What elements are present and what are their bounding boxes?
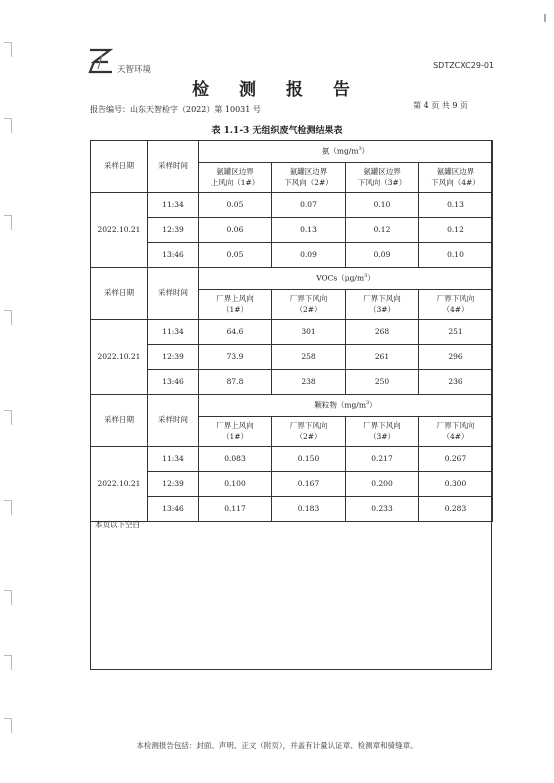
sampling-time-cell: 13:46 bbox=[148, 370, 199, 395]
value-cell: 0.083 bbox=[199, 447, 272, 472]
point-header bbox=[419, 163, 493, 193]
value-cell: 0.09 bbox=[346, 243, 419, 268]
binding-mark bbox=[4, 500, 12, 515]
point-header bbox=[199, 290, 272, 320]
point-label-line: 厂界下风向 bbox=[289, 420, 328, 430]
point-label-line: 氨罐区边界 bbox=[289, 166, 328, 176]
value-cell: 87.8 bbox=[199, 370, 272, 395]
value-cell: 0.09 bbox=[272, 243, 346, 268]
value-cell: 0.12 bbox=[419, 218, 493, 243]
point-label-line: （3#） bbox=[368, 431, 396, 441]
section-header-row bbox=[91, 268, 493, 290]
value-cell: 0.150 bbox=[272, 447, 346, 472]
value-cell: 0.200 bbox=[346, 472, 419, 497]
point-label-line: 厂界下风向 bbox=[363, 293, 401, 303]
point-label-line: （2#） bbox=[295, 431, 322, 441]
value-cell: 0.217 bbox=[346, 447, 419, 472]
value-cell: 0.12 bbox=[346, 218, 419, 243]
unit-superscript: 3 bbox=[364, 272, 368, 279]
table-row bbox=[91, 193, 493, 218]
date-header: 采样日期 bbox=[91, 141, 148, 193]
point-label-line: （4#） bbox=[442, 304, 469, 314]
value-cell: 64.6 bbox=[199, 320, 272, 345]
point-label-line: 厂界上风向 bbox=[216, 293, 254, 303]
binding-mark bbox=[4, 42, 12, 57]
value-cell: 236 bbox=[419, 370, 493, 395]
value-cell: 268 bbox=[346, 320, 419, 345]
point-label-line: 下风向（3#） bbox=[357, 177, 407, 187]
value-cell: 0.10 bbox=[419, 243, 493, 268]
table-row bbox=[91, 218, 493, 243]
company-logo-icon bbox=[88, 47, 114, 75]
sampling-time-cell: 13:46 bbox=[148, 243, 199, 268]
point-label-line: 氨罐区边界 bbox=[436, 166, 475, 176]
pollutant-header bbox=[199, 268, 493, 290]
point-label-line: 氨罐区边界 bbox=[363, 166, 401, 176]
value-cell: 0.13 bbox=[272, 218, 346, 243]
point-label-line: 氨罐区边界 bbox=[216, 166, 254, 176]
blank-below-note: 本页以下空白 bbox=[95, 520, 140, 529]
time-header: 采样时间 bbox=[148, 395, 199, 447]
binding-mark bbox=[4, 590, 12, 605]
point-label-line: 下风向（2#） bbox=[284, 177, 333, 187]
binding-mark bbox=[4, 310, 12, 325]
value-cell: 0.100 bbox=[199, 472, 272, 497]
binding-mark bbox=[4, 215, 12, 230]
table-row bbox=[91, 472, 493, 497]
pollutant-name: 颗粒物（mg/m bbox=[314, 400, 366, 410]
point-label-line: 厂界下风向 bbox=[436, 293, 475, 303]
table-row bbox=[91, 497, 493, 522]
binding-mark bbox=[4, 655, 12, 670]
point-label-line: 厂界上风向 bbox=[216, 420, 254, 430]
sampling-date-cell: 2022.10.21 bbox=[91, 447, 148, 522]
value-cell: 301 bbox=[272, 320, 346, 345]
date-header: 采样日期 bbox=[91, 395, 148, 447]
results-table bbox=[90, 140, 493, 522]
company-name: 天智环境 bbox=[117, 65, 152, 75]
unit-superscript: 3 bbox=[365, 399, 370, 406]
section-header-row bbox=[91, 141, 493, 163]
point-header bbox=[346, 290, 419, 320]
sampling-date-cell: 2022.10.21 bbox=[91, 320, 148, 395]
point-header bbox=[346, 163, 419, 193]
document-code: SDTZCXC29-01 bbox=[433, 61, 494, 70]
footer-note: 本检测报告包括：封面、声明、正文（附页），并盖有计量认证章、检测章和骑缝章。 bbox=[136, 741, 418, 750]
point-label-line: 厂界下风向 bbox=[289, 293, 328, 303]
sampling-time-cell: 11:34 bbox=[148, 193, 199, 218]
pollutant-header bbox=[199, 141, 493, 163]
unit-close: ） bbox=[361, 146, 370, 156]
point-header bbox=[199, 163, 272, 193]
report-title: 检 测 报 告 bbox=[192, 80, 362, 100]
value-cell: 296 bbox=[419, 345, 493, 370]
value-cell: 0.10 bbox=[346, 193, 419, 218]
sampling-time-cell: 12:39 bbox=[148, 472, 199, 497]
value-cell: 0.300 bbox=[419, 472, 493, 497]
unit-superscript: 3 bbox=[358, 145, 362, 152]
page-number: 第 4 页 共 9 页 bbox=[413, 101, 468, 110]
pollutant-name: 氨（mg/m bbox=[321, 146, 359, 156]
value-cell: 0.183 bbox=[272, 497, 346, 522]
date-header: 采样日期 bbox=[91, 268, 148, 320]
time-header: 采样时间 bbox=[148, 141, 199, 193]
report-number: 报告编号：山东天智检字（2022）第 10031 号 bbox=[90, 105, 261, 114]
pollutant-name: VOCs（μg/m bbox=[316, 273, 365, 283]
value-cell: 0.117 bbox=[199, 497, 272, 522]
value-cell: 0.167 bbox=[272, 472, 346, 497]
point-header bbox=[272, 417, 346, 447]
sampling-date-cell: 2022.10.21 bbox=[91, 193, 148, 268]
value-cell: 0.06 bbox=[199, 218, 272, 243]
table-row bbox=[91, 447, 493, 472]
point-label-line: 上风向（1#） bbox=[210, 177, 260, 187]
value-cell: 261 bbox=[346, 345, 419, 370]
table-row bbox=[91, 320, 493, 345]
binding-mark bbox=[4, 718, 12, 733]
value-cell: 0.05 bbox=[199, 193, 272, 218]
point-label-line: （4#） bbox=[442, 431, 469, 441]
unit-close: ） bbox=[367, 273, 375, 283]
point-header bbox=[346, 417, 419, 447]
value-cell: 258 bbox=[272, 345, 346, 370]
sampling-time-cell: 12:39 bbox=[148, 218, 199, 243]
sampling-time-cell: 11:34 bbox=[148, 320, 199, 345]
table-title: 表 1.1-3 无组织废气检测结果表 bbox=[211, 126, 343, 136]
value-cell: 238 bbox=[272, 370, 346, 395]
value-cell: 251 bbox=[419, 320, 493, 345]
table-row bbox=[91, 345, 493, 370]
section-header-row bbox=[91, 395, 493, 417]
time-header: 采样时间 bbox=[148, 268, 199, 320]
table-row bbox=[91, 370, 493, 395]
point-header bbox=[272, 290, 346, 320]
unit-close: ） bbox=[369, 400, 377, 410]
point-label-line: （2#） bbox=[295, 304, 322, 314]
point-header bbox=[199, 417, 272, 447]
value-cell: 0.13 bbox=[419, 193, 493, 218]
point-label-line: 厂界下风向 bbox=[436, 420, 475, 430]
value-cell: 0.267 bbox=[419, 447, 493, 472]
point-label-line: （1#） bbox=[221, 431, 249, 441]
point-header bbox=[419, 417, 493, 447]
point-label-line: （1#） bbox=[221, 304, 249, 314]
point-label-line: 厂界下风向 bbox=[363, 420, 401, 430]
point-header bbox=[272, 163, 346, 193]
sampling-time-cell: 11:34 bbox=[148, 447, 199, 472]
pollutant-header bbox=[199, 395, 493, 417]
value-cell: 73.9 bbox=[199, 345, 272, 370]
point-header bbox=[419, 290, 493, 320]
sampling-time-cell: 12:39 bbox=[148, 345, 199, 370]
value-cell: 0.07 bbox=[272, 193, 346, 218]
value-cell: 0.05 bbox=[199, 243, 272, 268]
point-label-line: 下风向（4#） bbox=[431, 177, 480, 187]
point-label-line: （3#） bbox=[368, 304, 396, 314]
table-row bbox=[91, 243, 493, 268]
edge-mark bbox=[544, 14, 546, 22]
value-cell: 0.233 bbox=[346, 497, 419, 522]
value-cell: 0.283 bbox=[419, 497, 493, 522]
binding-mark bbox=[4, 410, 12, 425]
sampling-time-cell: 13:46 bbox=[148, 497, 199, 522]
value-cell: 250 bbox=[346, 370, 419, 395]
